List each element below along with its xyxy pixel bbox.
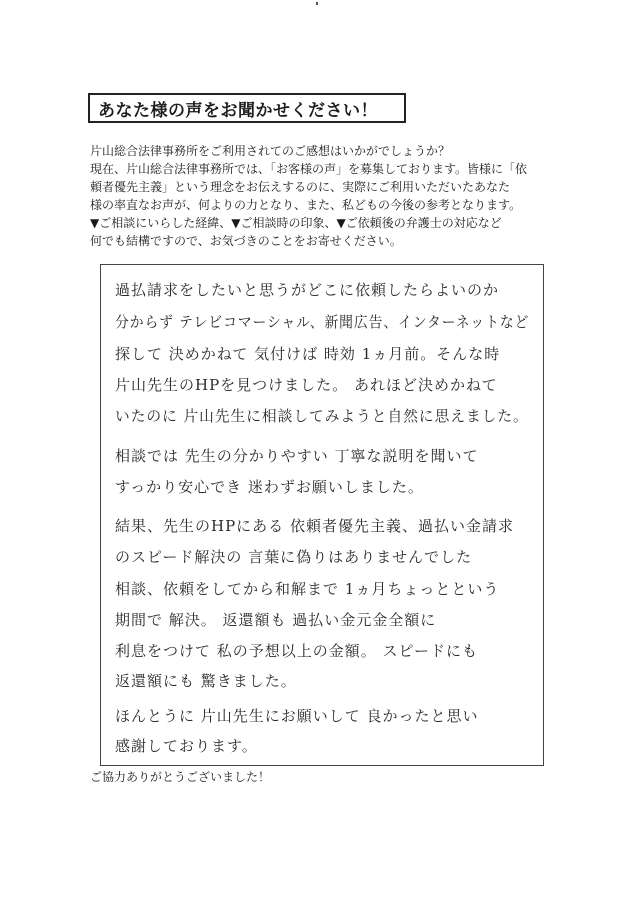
- handwritten-line: 分からず テレビコマーシャル、新聞広告、インターネットなど: [115, 313, 530, 331]
- scan-speck: [316, 2, 318, 5]
- handwritten-line: 探して 決めかねて 気付けば 時効 1ヵ月前。そんな時: [115, 345, 501, 363]
- page-title-text: あなた様の声をお聞かせください！: [98, 100, 378, 121]
- handwritten-line: 過払請求をしたいと思うがどこに依頼したらよいのか: [115, 281, 500, 299]
- closing-text: ご協力ありがとうございました！: [90, 770, 271, 784]
- handwritten-line: 返還額にも 驚きました。: [115, 672, 297, 690]
- handwritten-line: すっかり安心でき 迷わずお願いしました。: [115, 478, 424, 496]
- intro-line: 現在、片山総合法律事務所では、「お客様の声」を募集しております。皆様に「依: [90, 162, 528, 176]
- handwritten-line: 結果、先生のHPにある 依頼者優先主義、過払い金請求: [115, 517, 514, 535]
- handwritten-line: 利息をつけて 私の予想以上の金額。 スピードにも: [115, 642, 478, 660]
- handwritten-line: 期間で 解決。 返還額も 過払い金元金全額に: [115, 611, 437, 629]
- handwritten-line: 相談では 先生の分かりやすい 丁寧な説明を聞いて: [115, 447, 479, 465]
- handwritten-line: ほんとうに 片山先生にお願いして 良かったと思い: [115, 707, 479, 725]
- intro-line: ▼ご相談にいらした経緯、▼ご相談時の印象、▼ご依頼後の弁護士の対応など: [90, 216, 502, 230]
- intro-line: 何でも結構ですので、お気づきのことをお寄せください。: [90, 234, 402, 248]
- handwritten-line: 片山先生のHPを見つけました。 あれほど決めかねて: [115, 376, 498, 394]
- handwritten-line: いたのに 片山先生に相談してみようと自然に思えました。: [115, 407, 529, 425]
- handwritten-line: 感謝しております。: [115, 737, 258, 755]
- intro-line: 片山総合法律事務所をご利用されてのご感想はいかがでしょうか？: [90, 144, 451, 158]
- handwritten-line: 相談、依頼をしてから和解まで 1ヵ月ちょっとという: [115, 580, 500, 598]
- page-title: [88, 93, 406, 123]
- handwritten-line: のスピード解決の 言葉に偽りはありませんでした: [115, 548, 473, 566]
- intro-line: 頼者優先主義」という理念をお伝えするのに、実際にご利用いただいたあなた: [90, 180, 511, 194]
- intro-line: 様の率直なお声が、何よりの力となり、また、私どもの今後の参考となります。: [90, 198, 522, 212]
- intro-text: [90, 142, 560, 250]
- handwritten-comment-box: [100, 264, 544, 766]
